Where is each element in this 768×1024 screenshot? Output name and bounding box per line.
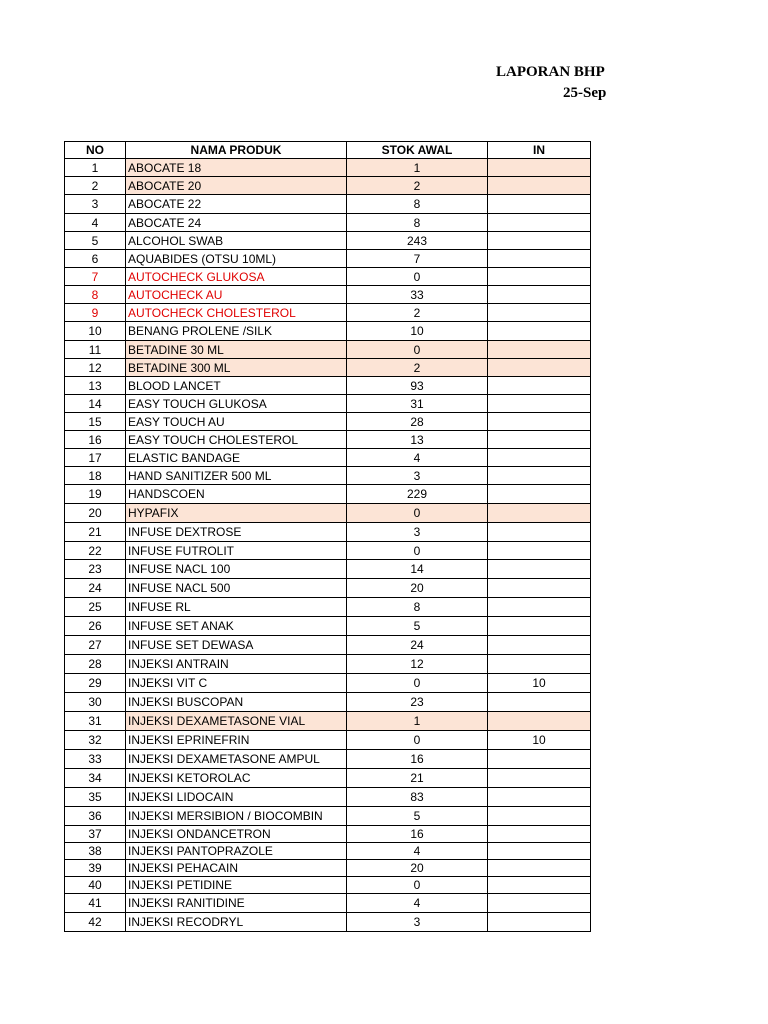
cell-in xyxy=(488,750,591,769)
cell-in xyxy=(488,826,591,843)
cell-product-name: AUTOCHECK AU xyxy=(126,286,347,304)
cell-product-name: AQUABIDES (OTSU 10ML) xyxy=(126,250,347,268)
table-row xyxy=(65,304,591,322)
cell-product-name: HYPAFIX xyxy=(126,504,347,523)
cell-product-name: INJEKSI LIDOCAIN xyxy=(126,788,347,807)
cell-in xyxy=(488,214,591,232)
cell-no: 15 xyxy=(65,413,126,431)
cell-no: 38 xyxy=(65,843,126,860)
cell-stok-awal: 16 xyxy=(347,750,488,769)
table-row xyxy=(65,598,591,617)
cell-in xyxy=(488,617,591,636)
report-date: 25-Sep xyxy=(563,85,607,101)
cell-stok-awal: 10 xyxy=(347,322,488,341)
cell-no: 8 xyxy=(65,286,126,304)
cell-no: 27 xyxy=(65,636,126,655)
table-body xyxy=(65,159,591,932)
cell-product-name: BETADINE 300 ML xyxy=(126,359,347,377)
table-row xyxy=(65,286,591,304)
table-row xyxy=(65,769,591,788)
cell-no: 42 xyxy=(65,913,126,932)
table-row xyxy=(65,617,591,636)
cell-product-name: ALCOHOL SWAB xyxy=(126,232,347,250)
cell-product-name: INJEKSI DEXAMETASONE AMPUL xyxy=(126,750,347,769)
cell-no: 25 xyxy=(65,598,126,617)
cell-no: 11 xyxy=(65,341,126,359)
table-row xyxy=(65,636,591,655)
cell-no: 12 xyxy=(65,359,126,377)
cell-product-name: INJEKSI PETIDINE xyxy=(126,877,347,894)
cell-product-name: EASY TOUCH AU xyxy=(126,413,347,431)
cell-stok-awal: 1 xyxy=(347,159,488,177)
cell-no: 22 xyxy=(65,542,126,560)
table-row xyxy=(65,877,591,894)
cell-no: 29 xyxy=(65,674,126,693)
cell-stok-awal: 3 xyxy=(347,523,488,542)
cell-in xyxy=(488,359,591,377)
cell-no: 19 xyxy=(65,485,126,504)
cell-product-name: INJEKSI ANTRAIN xyxy=(126,655,347,674)
cell-no: 34 xyxy=(65,769,126,788)
column-header-stok-awal: STOK AWAL xyxy=(347,142,488,159)
cell-product-name: EASY TOUCH GLUKOSA xyxy=(126,395,347,413)
cell-in xyxy=(488,286,591,304)
cell-in xyxy=(488,377,591,395)
cell-in xyxy=(488,467,591,485)
cell-in xyxy=(488,159,591,177)
table-row xyxy=(65,843,591,860)
cell-in xyxy=(488,395,591,413)
table-row xyxy=(65,322,591,341)
table-row xyxy=(65,359,591,377)
cell-stok-awal: 4 xyxy=(347,449,488,467)
header-row xyxy=(65,142,591,159)
cell-stok-awal: 2 xyxy=(347,177,488,195)
cell-no: 32 xyxy=(65,731,126,750)
table-row xyxy=(65,655,591,674)
cell-stok-awal: 21 xyxy=(347,769,488,788)
cell-in xyxy=(488,693,591,712)
cell-no: 39 xyxy=(65,860,126,877)
cell-product-name: INJEKSI KETOROLAC xyxy=(126,769,347,788)
cell-in xyxy=(488,860,591,877)
cell-product-name: INFUSE SET DEWASA xyxy=(126,636,347,655)
cell-product-name: INFUSE DEXTROSE xyxy=(126,523,347,542)
cell-product-name: AUTOCHECK GLUKOSA xyxy=(126,268,347,286)
table-header xyxy=(65,142,591,159)
table-row xyxy=(65,542,591,560)
cell-in xyxy=(488,322,591,341)
cell-in xyxy=(488,177,591,195)
cell-no: 18 xyxy=(65,467,126,485)
cell-product-name: BLOOD LANCET xyxy=(126,377,347,395)
cell-no: 28 xyxy=(65,655,126,674)
cell-product-name: EASY TOUCH CHOLESTEROL xyxy=(126,431,347,449)
cell-no: 2 xyxy=(65,177,126,195)
table-row xyxy=(65,214,591,232)
table-row xyxy=(65,413,591,431)
cell-stok-awal: 0 xyxy=(347,731,488,750)
cell-in xyxy=(488,807,591,826)
cell-no: 9 xyxy=(65,304,126,322)
cell-no: 37 xyxy=(65,826,126,843)
cell-stok-awal: 93 xyxy=(347,377,488,395)
cell-stok-awal: 2 xyxy=(347,359,488,377)
cell-in xyxy=(488,268,591,286)
cell-in xyxy=(488,304,591,322)
cell-stok-awal: 8 xyxy=(347,214,488,232)
table-row xyxy=(65,377,591,395)
cell-stok-awal: 23 xyxy=(347,693,488,712)
cell-no: 6 xyxy=(65,250,126,268)
cell-stok-awal: 28 xyxy=(347,413,488,431)
cell-product-name: INFUSE RL xyxy=(126,598,347,617)
cell-no: 33 xyxy=(65,750,126,769)
cell-product-name: INFUSE FUTROLIT xyxy=(126,542,347,560)
cell-in xyxy=(488,431,591,449)
table-row xyxy=(65,674,591,693)
cell-no: 30 xyxy=(65,693,126,712)
cell-product-name: AUTOCHECK CHOLESTEROL xyxy=(126,304,347,322)
table-row xyxy=(65,579,591,598)
cell-no: 10 xyxy=(65,322,126,341)
table-row xyxy=(65,693,591,712)
cell-product-name: INJEKSI MERSIBION / BIOCOMBIN xyxy=(126,807,347,826)
cell-product-name: BENANG PROLENE /SILK xyxy=(126,322,347,341)
cell-no: 40 xyxy=(65,877,126,894)
cell-in xyxy=(488,579,591,598)
cell-product-name: HAND SANITIZER 500 ML xyxy=(126,467,347,485)
cell-in xyxy=(488,523,591,542)
cell-product-name: INFUSE NACL 500 xyxy=(126,579,347,598)
report-title: LAPORAN BHP xyxy=(496,64,605,80)
table-row xyxy=(65,395,591,413)
cell-stok-awal: 229 xyxy=(347,485,488,504)
table-row xyxy=(65,894,591,913)
cell-no: 5 xyxy=(65,232,126,250)
cell-no: 35 xyxy=(65,788,126,807)
cell-in xyxy=(488,195,591,214)
cell-in xyxy=(488,232,591,250)
cell-stok-awal: 243 xyxy=(347,232,488,250)
cell-no: 26 xyxy=(65,617,126,636)
cell-product-name: INFUSE SET ANAK xyxy=(126,617,347,636)
cell-in xyxy=(488,504,591,523)
cell-in xyxy=(488,894,591,913)
cell-product-name: ABOCATE 18 xyxy=(126,159,347,177)
cell-product-name: ELASTIC BANDAGE xyxy=(126,449,347,467)
cell-no: 1 xyxy=(65,159,126,177)
cell-in xyxy=(488,413,591,431)
cell-stok-awal: 0 xyxy=(347,268,488,286)
cell-no: 4 xyxy=(65,214,126,232)
cell-in xyxy=(488,636,591,655)
table-row xyxy=(65,431,591,449)
cell-product-name: ABOCATE 24 xyxy=(126,214,347,232)
cell-stok-awal: 83 xyxy=(347,788,488,807)
cell-in: 10 xyxy=(488,674,591,693)
cell-product-name: INJEKSI DEXAMETASONE VIAL xyxy=(126,712,347,731)
table-row xyxy=(65,731,591,750)
cell-stok-awal: 8 xyxy=(347,195,488,214)
cell-no: 3 xyxy=(65,195,126,214)
cell-in xyxy=(488,843,591,860)
cell-stok-awal: 0 xyxy=(347,877,488,894)
cell-stok-awal: 5 xyxy=(347,807,488,826)
table-row xyxy=(65,560,591,579)
cell-product-name: INJEKSI VIT C xyxy=(126,674,347,693)
cell-in xyxy=(488,788,591,807)
cell-product-name: INJEKSI RECODRYL xyxy=(126,913,347,932)
table-row xyxy=(65,788,591,807)
cell-stok-awal: 16 xyxy=(347,826,488,843)
column-header-in: IN xyxy=(488,142,591,159)
stock-table xyxy=(64,141,591,932)
cell-in xyxy=(488,655,591,674)
table-row xyxy=(65,913,591,932)
column-header-name: NAMA PRODUK xyxy=(126,142,347,159)
table-row xyxy=(65,523,591,542)
cell-product-name: INJEKSI PEHACAIN xyxy=(126,860,347,877)
cell-stok-awal: 20 xyxy=(347,860,488,877)
cell-stok-awal: 8 xyxy=(347,598,488,617)
cell-stok-awal: 4 xyxy=(347,843,488,860)
cell-stok-awal: 1 xyxy=(347,712,488,731)
cell-no: 20 xyxy=(65,504,126,523)
cell-no: 7 xyxy=(65,268,126,286)
cell-no: 41 xyxy=(65,894,126,913)
cell-product-name: INJEKSI RANITIDINE xyxy=(126,894,347,913)
cell-stok-awal: 13 xyxy=(347,431,488,449)
table-row xyxy=(65,250,591,268)
cell-stok-awal: 7 xyxy=(347,250,488,268)
table-row xyxy=(65,712,591,731)
cell-product-name: ABOCATE 20 xyxy=(126,177,347,195)
cell-in xyxy=(488,769,591,788)
cell-no: 16 xyxy=(65,431,126,449)
cell-stok-awal: 3 xyxy=(347,913,488,932)
cell-in xyxy=(488,560,591,579)
table-row xyxy=(65,268,591,286)
cell-product-name: BETADINE 30 ML xyxy=(126,341,347,359)
cell-stok-awal: 2 xyxy=(347,304,488,322)
cell-stok-awal: 20 xyxy=(347,579,488,598)
cell-in: 10 xyxy=(488,731,591,750)
cell-stok-awal: 0 xyxy=(347,674,488,693)
cell-product-name: INJEKSI ONDANCETRON xyxy=(126,826,347,843)
cell-no: 13 xyxy=(65,377,126,395)
cell-product-name: INJEKSI BUSCOPAN xyxy=(126,693,347,712)
table-row xyxy=(65,177,591,195)
cell-in xyxy=(488,598,591,617)
cell-in xyxy=(488,250,591,268)
column-header-no: NO xyxy=(65,142,126,159)
cell-no: 17 xyxy=(65,449,126,467)
table-row xyxy=(65,341,591,359)
cell-in xyxy=(488,341,591,359)
table-row xyxy=(65,232,591,250)
cell-product-name: INJEKSI EPRINEFRIN xyxy=(126,731,347,750)
cell-stok-awal: 4 xyxy=(347,894,488,913)
cell-no: 24 xyxy=(65,579,126,598)
cell-stok-awal: 24 xyxy=(347,636,488,655)
cell-stok-awal: 31 xyxy=(347,395,488,413)
cell-in xyxy=(488,542,591,560)
table-row xyxy=(65,195,591,214)
table-row xyxy=(65,159,591,177)
cell-stok-awal: 0 xyxy=(347,542,488,560)
table-row xyxy=(65,467,591,485)
table-row xyxy=(65,807,591,826)
cell-no: 23 xyxy=(65,560,126,579)
table-row xyxy=(65,449,591,467)
cell-stok-awal: 0 xyxy=(347,504,488,523)
cell-stok-awal: 12 xyxy=(347,655,488,674)
cell-stok-awal: 3 xyxy=(347,467,488,485)
cell-product-name: INFUSE NACL 100 xyxy=(126,560,347,579)
cell-stok-awal: 14 xyxy=(347,560,488,579)
cell-no: 14 xyxy=(65,395,126,413)
cell-no: 36 xyxy=(65,807,126,826)
cell-in xyxy=(488,877,591,894)
table-row xyxy=(65,504,591,523)
cell-in xyxy=(488,712,591,731)
cell-stok-awal: 33 xyxy=(347,286,488,304)
cell-stok-awal: 0 xyxy=(347,341,488,359)
cell-no: 21 xyxy=(65,523,126,542)
cell-product-name: HANDSCOEN xyxy=(126,485,347,504)
cell-stok-awal: 5 xyxy=(347,617,488,636)
table-row xyxy=(65,750,591,769)
cell-in xyxy=(488,913,591,932)
cell-in xyxy=(488,449,591,467)
cell-in xyxy=(488,485,591,504)
table-row xyxy=(65,860,591,877)
cell-product-name: ABOCATE 22 xyxy=(126,195,347,214)
table-row xyxy=(65,485,591,504)
table-row xyxy=(65,826,591,843)
cell-no: 31 xyxy=(65,712,126,731)
cell-product-name: INJEKSI PANTOPRAZOLE xyxy=(126,843,347,860)
